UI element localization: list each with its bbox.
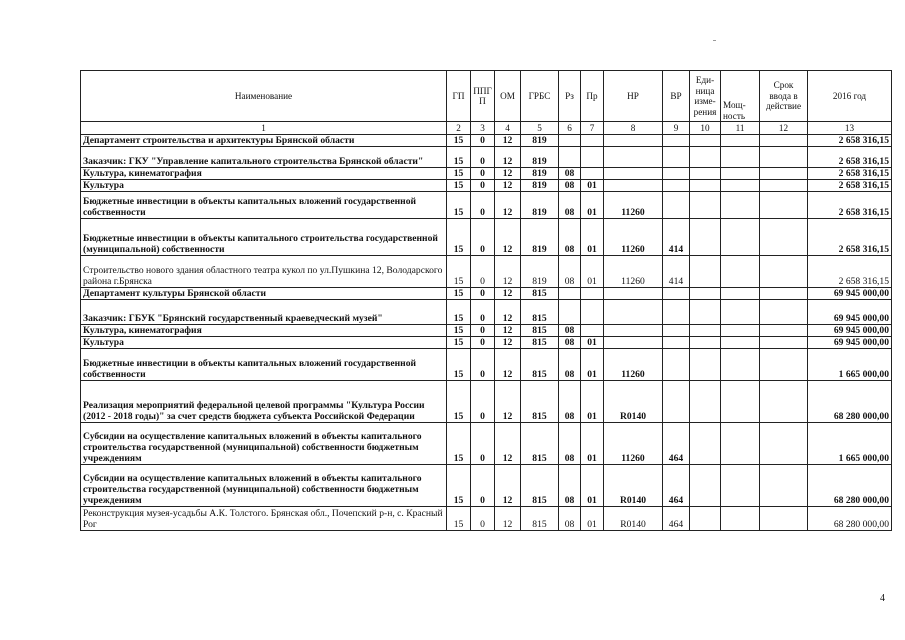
cell-nr: 11260 <box>604 256 663 288</box>
cell-term <box>760 423 808 465</box>
cell-rz: 08 <box>559 507 581 531</box>
table-row <box>81 147 892 168</box>
cell-grbs: 819 <box>521 180 559 192</box>
cell-amount: 2 658 316,15 <box>808 192 892 219</box>
cell-grbs: 815 <box>521 325 559 337</box>
col-num: 10 <box>690 122 721 135</box>
cell-pr: 01 <box>581 507 604 531</box>
cell-unit <box>690 147 721 168</box>
cell-amount: 1 665 000,00 <box>808 423 892 465</box>
cell-ppgp: 0 <box>471 423 495 465</box>
cell-capacity <box>721 300 760 325</box>
page-number: 4 <box>880 593 885 604</box>
cell-name: Департамент культуры Брянской области <box>81 288 447 300</box>
budget-table <box>80 70 892 531</box>
cell-amount: 2 658 316,15 <box>808 256 892 288</box>
cell-nr <box>604 180 663 192</box>
cell-unit <box>690 349 721 381</box>
cell-pr <box>581 147 604 168</box>
cell-pr: 01 <box>581 381 604 423</box>
cell-capacity <box>721 180 760 192</box>
cell-gp: 15 <box>447 180 471 192</box>
cell-capacity <box>721 349 760 381</box>
cell-capacity <box>721 147 760 168</box>
cell-unit <box>690 465 721 507</box>
cell-vr <box>663 168 690 180</box>
cell-name: Строительство нового здания областного театра кукол по ул.Пушкина 12, Володарского района г.Брянска <box>81 256 447 288</box>
cell-vr <box>663 337 690 349</box>
cell-pr <box>581 135 604 147</box>
cell-gp: 15 <box>447 135 471 147</box>
table-row <box>81 325 892 337</box>
cell-capacity <box>721 288 760 300</box>
cell-term <box>760 337 808 349</box>
cell-gp: 15 <box>447 337 471 349</box>
cell-pr: 01 <box>581 349 604 381</box>
cell-rz: 08 <box>559 180 581 192</box>
header-grbs: ГРБС <box>521 71 559 122</box>
cell-capacity <box>721 192 760 219</box>
cell-om: 12 <box>495 256 521 288</box>
cell-ppgp: 0 <box>471 507 495 531</box>
cell-unit <box>690 256 721 288</box>
cell-om: 12 <box>495 192 521 219</box>
table-row <box>81 180 892 192</box>
cell-grbs: 815 <box>521 288 559 300</box>
cell-ppgp: 0 <box>471 256 495 288</box>
col-num: 2 <box>447 122 471 135</box>
cell-gp: 15 <box>447 423 471 465</box>
cell-vr <box>663 180 690 192</box>
cell-nr: 11260 <box>604 423 663 465</box>
table-row <box>81 288 892 300</box>
cell-rz: 08 <box>559 423 581 465</box>
cell-pr <box>581 168 604 180</box>
cell-term <box>760 219 808 256</box>
cell-gp: 15 <box>447 288 471 300</box>
cell-name: Бюджетные инвестиции в объекты капитальных вложений государственной собственности <box>81 192 447 219</box>
cell-om: 12 <box>495 423 521 465</box>
cell-grbs: 819 <box>521 135 559 147</box>
header-om: ОМ <box>495 71 521 122</box>
cell-grbs: 815 <box>521 381 559 423</box>
header-unit: Еди- ница изме- рения <box>690 71 721 122</box>
cell-term <box>760 135 808 147</box>
cell-unit <box>690 288 721 300</box>
cell-term <box>760 349 808 381</box>
col-num: 12 <box>760 122 808 135</box>
cell-ppgp: 0 <box>471 180 495 192</box>
cell-ppgp: 0 <box>471 337 495 349</box>
cell-gp: 15 <box>447 349 471 381</box>
cell-ppgp: 0 <box>471 192 495 219</box>
cell-vr: 464 <box>663 465 690 507</box>
cell-term <box>760 507 808 531</box>
cell-term <box>760 465 808 507</box>
cell-gp: 15 <box>447 465 471 507</box>
col-num: 8 <box>604 122 663 135</box>
cell-gp: 15 <box>447 256 471 288</box>
header-pr: Пр <box>581 71 604 122</box>
table-row <box>81 256 892 288</box>
cell-om: 12 <box>495 507 521 531</box>
cell-om: 12 <box>495 135 521 147</box>
col-num: 5 <box>521 122 559 135</box>
col-num: 13 <box>808 122 892 135</box>
cell-amount: 2 658 316,15 <box>808 147 892 168</box>
col-num: 3 <box>471 122 495 135</box>
cell-vr: 464 <box>663 507 690 531</box>
cell-pr: 01 <box>581 192 604 219</box>
cell-pr: 01 <box>581 256 604 288</box>
cell-capacity <box>721 168 760 180</box>
header-gp: ГП <box>447 71 471 122</box>
cell-nr <box>604 135 663 147</box>
cell-grbs: 815 <box>521 465 559 507</box>
cell-ppgp: 0 <box>471 381 495 423</box>
cell-capacity <box>721 256 760 288</box>
cell-ppgp: 0 <box>471 300 495 325</box>
cell-grbs: 815 <box>521 337 559 349</box>
cell-ppgp: 0 <box>471 147 495 168</box>
cell-gp: 15 <box>447 192 471 219</box>
cell-name: Субсидии на осуществление капитальных вложений в объекты капитального строительства государственной (муниципальной) собственности бюджетным учреждениям <box>81 465 447 507</box>
table-row <box>81 135 892 147</box>
cell-unit <box>690 219 721 256</box>
cell-pr: 01 <box>581 180 604 192</box>
cell-name: Культура <box>81 180 447 192</box>
cell-rz <box>559 288 581 300</box>
cell-nr <box>604 147 663 168</box>
cell-om: 12 <box>495 325 521 337</box>
cell-om: 12 <box>495 381 521 423</box>
cell-vr <box>663 147 690 168</box>
cell-unit <box>690 192 721 219</box>
cell-vr: 414 <box>663 256 690 288</box>
cell-rz: 08 <box>559 256 581 288</box>
cell-ppgp: 0 <box>471 219 495 256</box>
cell-name: Реконструкция музея-усадьбы А.К. Толстого. Брянская обл., Почепский р-н, с. Красный Рог <box>81 507 447 531</box>
cell-ppgp: 0 <box>471 135 495 147</box>
col-num: 6 <box>559 122 581 135</box>
cell-nr <box>604 300 663 325</box>
cell-om: 12 <box>495 180 521 192</box>
cell-name: Заказчик: ГКУ "Управление капитального строительства Брянской области" <box>81 147 447 168</box>
cell-rz: 08 <box>559 337 581 349</box>
cell-om: 12 <box>495 337 521 349</box>
col-num: 4 <box>495 122 521 135</box>
cell-ppgp: 0 <box>471 288 495 300</box>
cell-nr <box>604 168 663 180</box>
cell-unit <box>690 180 721 192</box>
cell-rz: 08 <box>559 381 581 423</box>
cell-nr <box>604 325 663 337</box>
cell-name: Департамент строительства и архитектуры Брянской области <box>81 135 447 147</box>
cell-unit <box>690 300 721 325</box>
cell-amount: 2 658 316,15 <box>808 219 892 256</box>
cell-unit <box>690 325 721 337</box>
cell-nr: R0140 <box>604 465 663 507</box>
cell-amount: 1 665 000,00 <box>808 349 892 381</box>
cell-grbs: 819 <box>521 219 559 256</box>
cell-rz: 08 <box>559 465 581 507</box>
cell-rz <box>559 135 581 147</box>
cell-term <box>760 288 808 300</box>
table-body <box>81 135 892 531</box>
cell-capacity <box>721 135 760 147</box>
table-row <box>81 219 892 256</box>
cell-ppgp: 0 <box>471 465 495 507</box>
scan-mark <box>713 40 716 41</box>
cell-ppgp: 0 <box>471 349 495 381</box>
col-num: 11 <box>721 122 760 135</box>
cell-amount: 2 658 316,15 <box>808 180 892 192</box>
cell-rz: 08 <box>559 325 581 337</box>
col-num: 9 <box>663 122 690 135</box>
cell-capacity <box>721 219 760 256</box>
cell-nr <box>604 337 663 349</box>
cell-rz: 08 <box>559 349 581 381</box>
cell-ppgp: 0 <box>471 168 495 180</box>
cell-grbs: 819 <box>521 147 559 168</box>
cell-rz: 08 <box>559 192 581 219</box>
cell-nr: 11260 <box>604 219 663 256</box>
table-row <box>81 423 892 465</box>
cell-amount: 2 658 316,15 <box>808 168 892 180</box>
header-capacity: Мощ- ность <box>721 71 760 122</box>
cell-gp: 15 <box>447 168 471 180</box>
cell-term <box>760 147 808 168</box>
cell-term <box>760 325 808 337</box>
header-ppgp: ППГ П <box>471 71 495 122</box>
cell-gp: 15 <box>447 219 471 256</box>
cell-name: Культура, кинематография <box>81 325 447 337</box>
cell-unit <box>690 168 721 180</box>
cell-amount: 68 280 000,00 <box>808 507 892 531</box>
cell-om: 12 <box>495 349 521 381</box>
table-row <box>81 337 892 349</box>
table-row <box>81 381 892 423</box>
cell-om: 12 <box>495 147 521 168</box>
cell-gp: 15 <box>447 507 471 531</box>
cell-vr <box>663 192 690 219</box>
cell-name: Реализация мероприятий федеральной целевой программы "Культура России (2012 - 2018 годы)" за счет средств бюджета субъекта Российской Федерации <box>81 381 447 423</box>
table-row <box>81 168 892 180</box>
cell-capacity <box>721 325 760 337</box>
cell-nr <box>604 288 663 300</box>
cell-vr <box>663 288 690 300</box>
cell-gp: 15 <box>447 325 471 337</box>
table-row <box>81 349 892 381</box>
cell-capacity <box>721 465 760 507</box>
cell-om: 12 <box>495 219 521 256</box>
cell-gp: 15 <box>447 147 471 168</box>
cell-amount: 68 280 000,00 <box>808 381 892 423</box>
cell-vr <box>663 300 690 325</box>
cell-term <box>760 300 808 325</box>
cell-unit <box>690 337 721 349</box>
cell-grbs: 815 <box>521 349 559 381</box>
cell-grbs: 815 <box>521 423 559 465</box>
cell-grbs: 815 <box>521 507 559 531</box>
cell-name: Бюджетные инвестиции в объекты капитальных вложений государственной собственности <box>81 349 447 381</box>
table-row <box>81 300 892 325</box>
cell-amount: 69 945 000,00 <box>808 288 892 300</box>
cell-capacity <box>721 337 760 349</box>
cell-pr <box>581 288 604 300</box>
cell-amount: 69 945 000,00 <box>808 337 892 349</box>
cell-amount: 69 945 000,00 <box>808 300 892 325</box>
cell-grbs: 819 <box>521 256 559 288</box>
cell-pr: 01 <box>581 337 604 349</box>
header-name: Наименование <box>81 71 447 122</box>
cell-name: Бюджетные инвестиции в объекты капитального строительства государственной (муниципальной) собственности <box>81 219 447 256</box>
cell-vr <box>663 349 690 381</box>
cell-term <box>760 381 808 423</box>
cell-name: Культура, кинематография <box>81 168 447 180</box>
header-nr: НР <box>604 71 663 122</box>
cell-vr <box>663 381 690 423</box>
col-num: 1 <box>81 122 447 135</box>
cell-pr: 01 <box>581 219 604 256</box>
cell-unit <box>690 135 721 147</box>
cell-unit <box>690 381 721 423</box>
table-row <box>81 192 892 219</box>
cell-capacity <box>721 381 760 423</box>
header-rz: Рз <box>559 71 581 122</box>
cell-unit <box>690 423 721 465</box>
cell-om: 12 <box>495 300 521 325</box>
cell-amount: 68 280 000,00 <box>808 465 892 507</box>
cell-term <box>760 256 808 288</box>
cell-grbs: 819 <box>521 168 559 180</box>
cell-capacity <box>721 423 760 465</box>
cell-term <box>760 192 808 219</box>
table-row <box>81 465 892 507</box>
table-header <box>81 71 892 135</box>
cell-amount: 69 945 000,00 <box>808 325 892 337</box>
cell-om: 12 <box>495 465 521 507</box>
header-term: Срок ввода в действие <box>760 71 808 122</box>
cell-name: Заказчик: ГБУК "Брянский государственный краеведческий музей" <box>81 300 447 325</box>
cell-ppgp: 0 <box>471 325 495 337</box>
cell-name: Субсидии на осуществление капитальных вложений в объекты капитального строительства государственной (муниципальной) собственности бюджетным учреждениям <box>81 423 447 465</box>
cell-gp: 15 <box>447 381 471 423</box>
cell-om: 12 <box>495 288 521 300</box>
cell-rz <box>559 147 581 168</box>
cell-term <box>760 180 808 192</box>
cell-om: 12 <box>495 168 521 180</box>
header-year: 2016 год <box>808 71 892 122</box>
cell-pr <box>581 300 604 325</box>
cell-vr <box>663 135 690 147</box>
table-row <box>81 507 892 531</box>
cell-grbs: 819 <box>521 192 559 219</box>
cell-grbs: 815 <box>521 300 559 325</box>
cell-term <box>760 168 808 180</box>
cell-amount: 2 658 316,15 <box>808 135 892 147</box>
cell-vr: 414 <box>663 219 690 256</box>
cell-pr: 01 <box>581 465 604 507</box>
cell-rz: 08 <box>559 219 581 256</box>
cell-pr <box>581 325 604 337</box>
cell-capacity <box>721 507 760 531</box>
column-numbers-row <box>81 122 892 135</box>
cell-nr: 11260 <box>604 349 663 381</box>
cell-gp: 15 <box>447 300 471 325</box>
col-num: 7 <box>581 122 604 135</box>
cell-nr: R0140 <box>604 381 663 423</box>
cell-rz: 08 <box>559 168 581 180</box>
cell-pr: 01 <box>581 423 604 465</box>
cell-name: Культура <box>81 337 447 349</box>
cell-nr: R0140 <box>604 507 663 531</box>
header-vr: ВР <box>663 71 690 122</box>
cell-vr: 464 <box>663 423 690 465</box>
cell-vr <box>663 325 690 337</box>
cell-rz <box>559 300 581 325</box>
cell-nr: 11260 <box>604 192 663 219</box>
cell-unit <box>690 507 721 531</box>
